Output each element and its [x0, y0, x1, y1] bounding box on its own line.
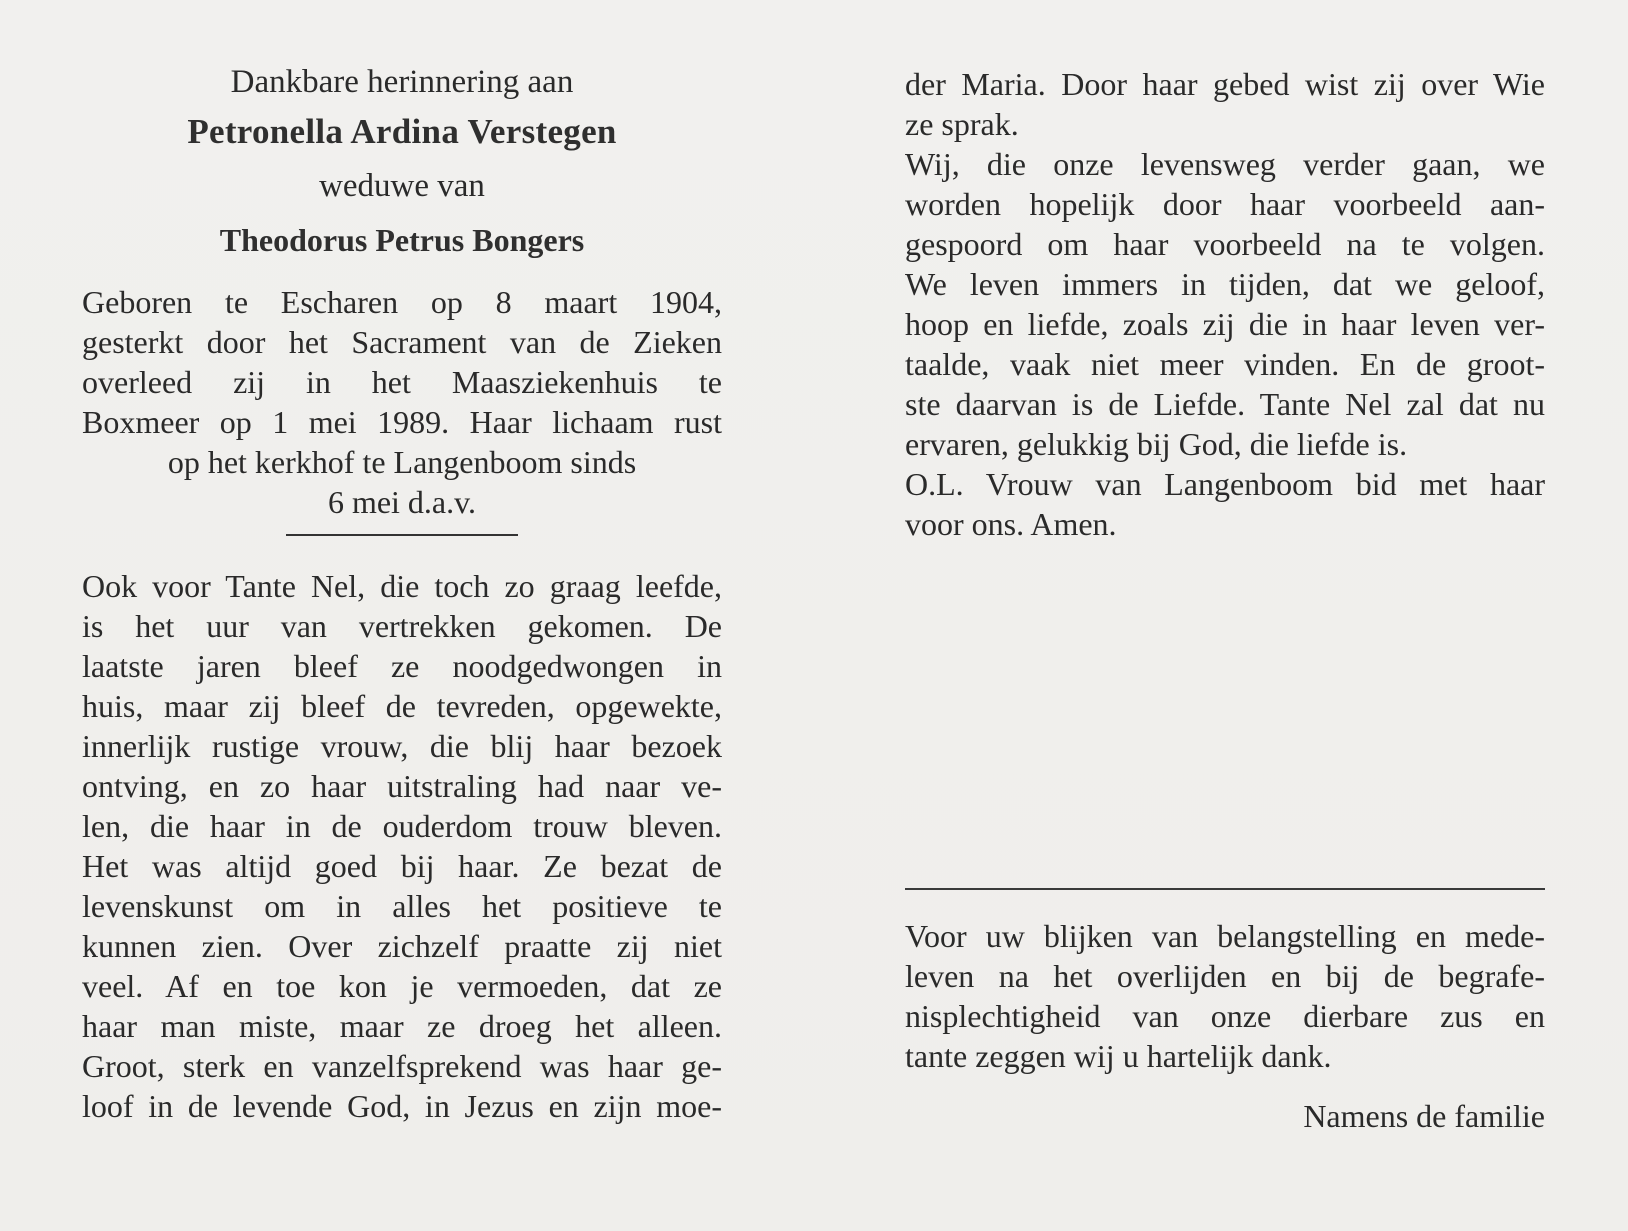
text-line: tante zeggen wij u hartelijk dank.	[905, 1038, 1332, 1074]
text-line: Groot, sterk en vanzelfsprekend was haar ge-	[82, 1048, 722, 1084]
text-line: ze sprak.	[905, 106, 1019, 142]
text-line: Ook voor Tante Nel, die toch zo graag leefde,	[82, 568, 722, 604]
text-line: innerlijk rustige vrouw, die blij haar bezoek	[82, 728, 722, 764]
birth-death-paragraph	[82, 282, 722, 522]
text-line: gesterkt door het Sacrament van de Zieken	[82, 324, 722, 360]
text-line: loof in de levende God, in Jezus en zijn moe-	[82, 1088, 722, 1124]
text-line: Wij, die onze levensweg verder gaan, we	[905, 146, 1545, 182]
husband-name: Theodorus Petrus Bongers	[219, 222, 585, 258]
family-signature: Namens de familie	[1303, 1098, 1545, 1134]
text-line: kunnen zien. Over zichzelf praatte zij niet	[82, 928, 722, 964]
text-line: worden hopelijk door haar voorbeeld aan-	[905, 186, 1545, 222]
text-line: veel. Af en toe kon je vermoeden, dat ze	[82, 968, 722, 1004]
text-line: taalde, vaak niet meer vinden. En de groot-	[905, 346, 1545, 382]
left-column	[82, 60, 722, 1126]
text-line: laatste jaren bleef ze noodgedwongen in	[82, 648, 722, 684]
text-line: haar man miste, maar ze droeg het alleen.	[82, 1008, 722, 1044]
text-line: ervaren, gelukkig bij God, die liefde is.	[905, 426, 1408, 462]
text-line: Voor uw blijken van belangstelling en mede-	[905, 918, 1545, 954]
text-line: leven na het overlijden en bij de begrafe-	[905, 958, 1545, 994]
text-line: Geboren te Escharen op 8 maart 1904,	[82, 284, 722, 320]
eulogy-paragraph	[82, 566, 722, 1126]
intro-heading: Dankbare herinnering aan	[230, 64, 574, 100]
text-line: hoop en liefde, zoals zij die in haar leven ver-	[905, 306, 1545, 342]
text-line: nisplechtigheid van onze dierbare zus en	[905, 998, 1545, 1034]
text-line: We leven immers in tijden, dat we geloof,	[905, 266, 1545, 302]
text-line: levenskunst om in alles het positieve te	[82, 888, 722, 924]
deceased-name: Petronella Ardina Verstegen	[187, 112, 617, 151]
text-line: huis, maar zij bleef de tevreden, opgewekte,	[82, 688, 722, 724]
text-line: voor ons. Amen.	[905, 506, 1117, 542]
right-column	[905, 64, 1545, 544]
text-line: 6 mei d.a.v.	[327, 484, 477, 520]
text-line: ste daarvan is de Liefde. Tante Nel zal dat nu	[905, 386, 1545, 422]
text-line: Boxmeer op 1 mei 1989. Haar lichaam rust	[82, 404, 722, 440]
text-line: ontving, en zo haar uitstraling had naar ve-	[82, 768, 722, 804]
text-line: overleed zij in het Maasziekenhuis te	[82, 364, 722, 400]
text-line: gespoord om haar voorbeeld na te volgen.	[905, 226, 1545, 262]
text-line: der Maria. Door haar gebed wist zij over Wie	[905, 66, 1545, 102]
text-line: Het was altijd goed bij haar. Ze bezat de	[82, 848, 722, 884]
text-line: is het uur van vertrekken gekomen. De	[82, 608, 722, 644]
thanks-paragraph	[905, 916, 1545, 1076]
divider-rule	[286, 534, 518, 536]
widow-of-label: weduwe van	[319, 168, 485, 204]
signoff	[905, 1096, 1545, 1136]
divider-rule-long	[905, 888, 1545, 890]
text-line: len, die haar in de ouderdom trouw bleven.	[82, 808, 722, 844]
text-line: op het kerkhof te Langenboom sinds	[167, 444, 637, 480]
text-line: O.L. Vrouw van Langenboom bid met haar	[905, 466, 1545, 502]
